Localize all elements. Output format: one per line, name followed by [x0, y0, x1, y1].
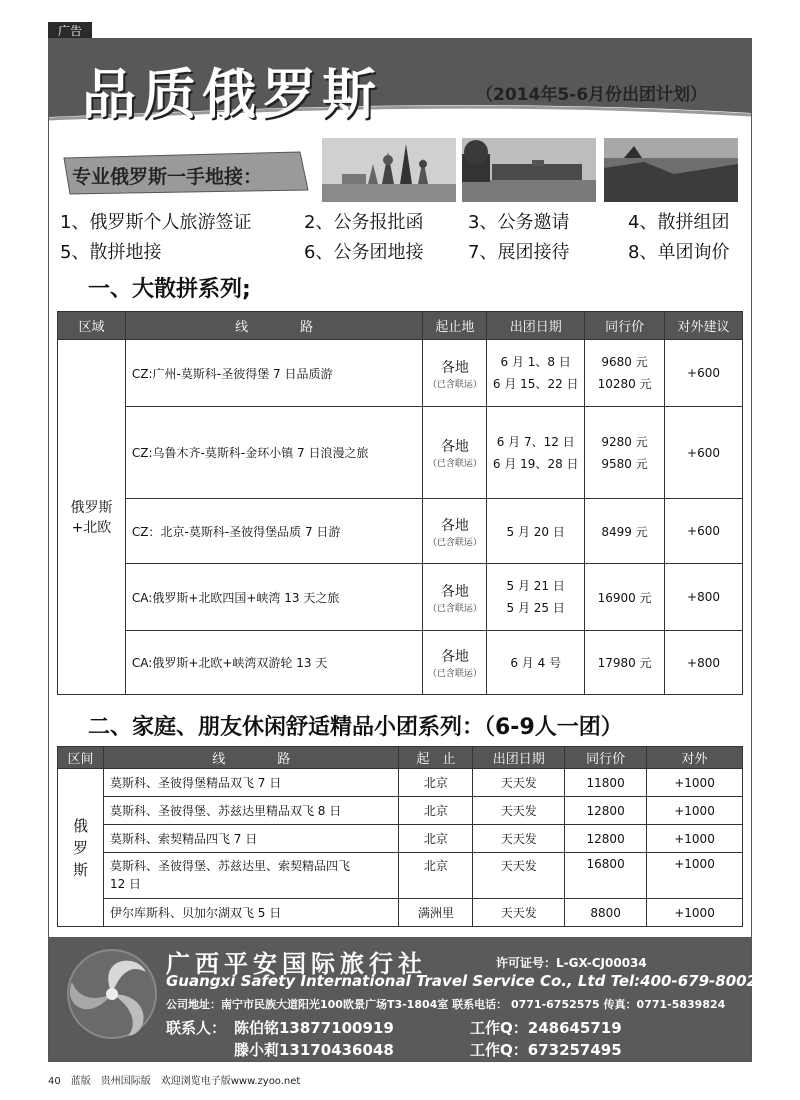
- page-subtitle: （2014年5-6月份出团计划）: [476, 85, 708, 105]
- service-item: 5、散拼地接: [60, 242, 162, 263]
- date-cell: 6 月 4 号: [487, 631, 585, 695]
- date-cell: 5 月 21 日 5 月 25 日: [487, 564, 585, 631]
- origin-cell: 各地 （已含联运）: [423, 631, 487, 695]
- route-cell: 莫斯科、圣彼得堡、苏兹达里精品双飞 8 日: [103, 797, 399, 825]
- date-cell: 天天发: [473, 853, 565, 899]
- service-item: 4、散拼组团: [628, 212, 730, 233]
- price-cell: 12800: [565, 825, 647, 853]
- header-price: 同行价: [585, 312, 665, 340]
- suggest-cell: +600: [665, 407, 743, 499]
- table-row: [58, 899, 743, 927]
- date-cell: 天天发: [473, 797, 565, 825]
- header-region: 区域: [58, 312, 126, 340]
- suggest-cell: +800: [665, 564, 743, 631]
- price-cell: 8499 元: [585, 499, 665, 564]
- table-row: [58, 564, 743, 631]
- table-header-row: [58, 312, 743, 340]
- price-cell: 9280 元 9580 元: [585, 407, 665, 499]
- header-route: 线 路: [103, 747, 399, 769]
- header-origin: 起 止: [399, 747, 473, 769]
- company-logo-icon: [66, 948, 158, 1040]
- service-item: 6、公务团地接: [304, 242, 424, 263]
- service-item: 3、公务邀请: [468, 212, 570, 233]
- suggest-cell: +1000: [647, 797, 743, 825]
- header-date: 出团日期: [473, 747, 565, 769]
- date-cell: 5 月 20 日: [487, 499, 585, 564]
- price-cell: 16800: [565, 853, 647, 899]
- origin-cell: 北京: [399, 853, 473, 899]
- service-item: 1、俄罗斯个人旅游签证: [60, 212, 252, 233]
- date-cell: 天天发: [473, 825, 565, 853]
- table-row: [58, 769, 743, 797]
- work-qq-1: 工作Q：248645719: [470, 1019, 622, 1037]
- company-name: 广西平安国际旅行社: [166, 950, 427, 978]
- header-suggest: 对外: [647, 747, 743, 769]
- small-group-table: [57, 746, 743, 927]
- header-date: 出团日期: [487, 312, 585, 340]
- route-cell: 莫斯科、索契精品四飞 7 日: [103, 825, 399, 853]
- table-header-row: [58, 747, 743, 769]
- section2-title: 二、家庭、朋友休闲舒适精品小团系列：（6-9人一团）: [88, 715, 623, 740]
- contact-person-2: 滕小莉13170436048: [234, 1041, 394, 1059]
- header-suggest: 对外建议: [665, 312, 743, 340]
- price-cell: 9680 元 10280 元: [585, 340, 665, 407]
- table-row: [58, 797, 743, 825]
- table-row: [58, 825, 743, 853]
- region-cell: 俄 罗 斯: [58, 769, 104, 927]
- suggest-cell: +1000: [647, 769, 743, 797]
- route-cell: CA:俄罗斯+北欧四国+峡湾 13 天之旅: [125, 564, 423, 631]
- route-cell: 莫斯科、圣彼得堡精品双飞 7 日: [103, 769, 399, 797]
- table-row: [58, 631, 743, 695]
- badge-text: 专业俄罗斯一手地接：: [72, 166, 263, 188]
- route-cell: 莫斯科、圣彼得堡、苏兹达里、索契精品四飞 12 日: [103, 853, 399, 899]
- price-cell: 12800: [565, 797, 647, 825]
- route-cell: CZ：北京-莫斯科-圣彼得堡品质 7 日游: [125, 499, 423, 564]
- header-origin: 起止地: [423, 312, 487, 340]
- contact-label: 联系人：: [166, 1019, 227, 1037]
- date-cell: 6 月 1、8 日 6 月 15、22 日: [487, 340, 585, 407]
- table-row: [58, 499, 743, 564]
- origin-cell: 各地 （已含联运）: [423, 499, 487, 564]
- date-cell: 6 月 7、12 日 6 月 19、28 日: [487, 407, 585, 499]
- route-cell: CZ:乌鲁木齐-莫斯科-金环小镇 7 日浪漫之旅: [125, 407, 423, 499]
- photo-palace: [462, 138, 596, 202]
- date-cell: 天天发: [473, 899, 565, 927]
- contact-person-1: 陈伯铭13877100919: [234, 1019, 394, 1037]
- suggest-cell: +800: [665, 631, 743, 695]
- service-item: 8、单团询价: [628, 242, 730, 263]
- section1-title: 一、大散拼系列;: [88, 277, 251, 302]
- origin-cell: 各地 （已含联运）: [423, 340, 487, 407]
- suggest-cell: +1000: [647, 825, 743, 853]
- photo-baikal-lake: [604, 138, 738, 202]
- header-region: 区间: [58, 747, 104, 769]
- route-cell: CA:俄罗斯+北欧+峡湾双游轮 13 天: [125, 631, 423, 695]
- license-number: 许可证号：L-GX-CJ00034: [496, 956, 647, 970]
- header-price: 同行价: [565, 747, 647, 769]
- table-row: [58, 340, 743, 407]
- origin-cell: 各地 （已含联运）: [423, 564, 487, 631]
- header-route: 线 路: [125, 312, 423, 340]
- company-address: 公司地址：南宁市民族大道阳光100欧景广场T3-1804室 联系电话： 0771-6752575 传真：0771-5839824: [166, 998, 726, 1011]
- price-cell: 11800: [565, 769, 647, 797]
- page-title: 品质俄罗斯: [82, 62, 382, 126]
- price-cell: 16900 元: [585, 564, 665, 631]
- suggest-cell: +600: [665, 499, 743, 564]
- table-row: [58, 407, 743, 499]
- suggest-cell: +1000: [647, 899, 743, 927]
- company-english-name: Guangxi Safety International Travel Service Co., Ltd Tel:400-679-8002: [166, 972, 757, 990]
- price-cell: 8800: [565, 899, 647, 927]
- ad-tag: 广告: [48, 22, 92, 40]
- photo-red-square: [322, 138, 456, 202]
- service-item: 2、公务报批函: [304, 212, 424, 233]
- region-cell: 俄罗斯 +北欧: [58, 340, 126, 695]
- origin-cell: 满洲里: [399, 899, 473, 927]
- route-cell: CZ:广州-莫斯科-圣彼得堡 7 日品质游: [125, 340, 423, 407]
- origin-cell: 北京: [399, 825, 473, 853]
- page-footer-line: 40 蓝版 贵州国际版 欢迎浏览电子版www.zyoo.net: [48, 1076, 301, 1087]
- origin-cell: 北京: [399, 797, 473, 825]
- date-cell: 天天发: [473, 769, 565, 797]
- origin-cell: 北京: [399, 769, 473, 797]
- price-cell: 17980 元: [585, 631, 665, 695]
- origin-cell: 各地 （已含联运）: [423, 407, 487, 499]
- table-row: [58, 853, 743, 899]
- suggest-cell: +600: [665, 340, 743, 407]
- work-qq-2: 工作Q：673257495: [470, 1041, 622, 1059]
- group-tour-table: [57, 311, 743, 695]
- suggest-cell: +1000: [647, 853, 743, 899]
- service-item: 7、展团接待: [468, 242, 570, 263]
- route-cell: 伊尔库斯科、贝加尔湖双飞 5 日: [103, 899, 399, 927]
